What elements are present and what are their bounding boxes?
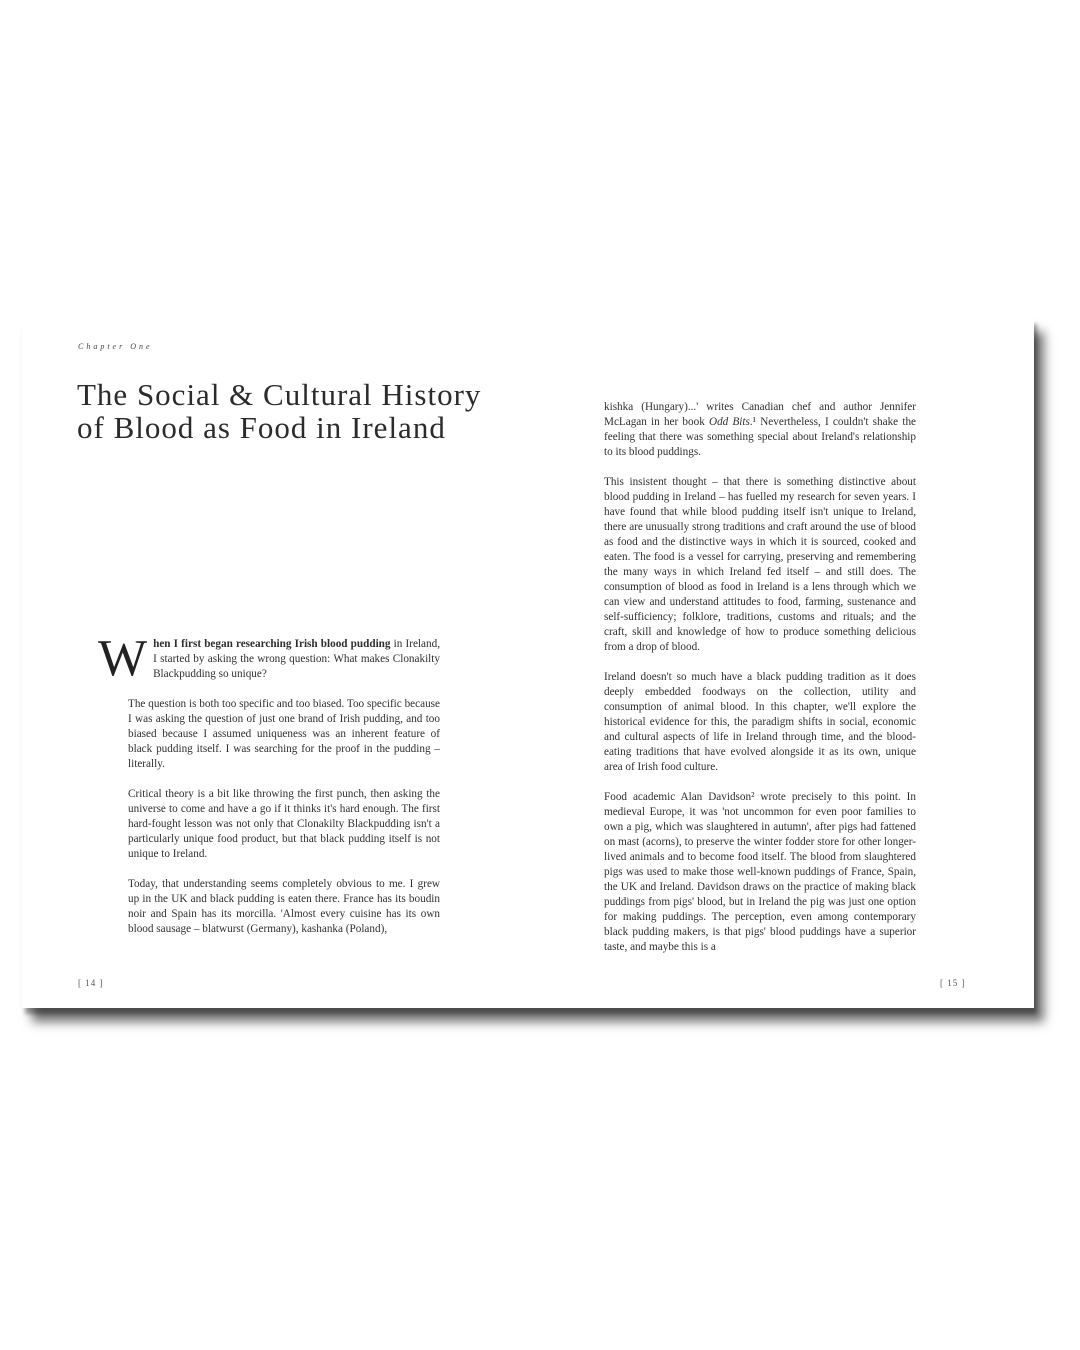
paragraph: Critical theory is a bit like throwing the first punch, then asking the universe to come and have a go if it thinks it's hard enough. The first hard-fought lesson was not only that Clonakilty Blackpudding isn't a particularly unique food product, but that black pudding itself is not unique to Ireland. [128, 788, 440, 860]
lead-in-rest: in Ireland, I started by asking the wrong question: What makes Clonakilty Blackpudding so unique? [153, 638, 440, 680]
continued-paragraph [604, 400, 916, 460]
paragraph: Food academic Alan Davidson² wrote precisely to this point. In medieval Europe, it was 'not uncommon for even poor families to own a pig, which was slaughtered in autumn', after pigs had fattened on mast (acorns), to preserve the winter fodder store for other longer-lived animals and to become food itself. The blood from slaughtered pigs was used to make those well-known puddings of France, Spain, the UK and Ireland. Davidson draws on the practice of making black puddings from pigs' blood, but in Ireland the pig was just one option for making puddings. The perception, even among contemporary black pudding makers, is that pigs' blood puddings have a superior taste, and maybe this is a [604, 791, 916, 953]
chapter-label: Chapter One [78, 342, 153, 351]
drop-cap: W [98, 630, 148, 687]
continued-text-end: .¹ Nevertheless, I couldn't shake the feeling that there was something special about Ireland's relationship to its blood puddings. [604, 416, 917, 458]
paragraph: Today, that understanding seems completely obvious to me. I grew up in the UK and black pudding is eaten there. France has its boudin noir and Spain has its morcilla. 'Almost every cuisine has its own blood sausage – blatwurst (Germany), kashanka (Poland), [128, 878, 440, 935]
left-body-text [98, 630, 440, 952]
paragraph: The question is both too specific and too biased. Too specific because I was asking the question of just one brand of Irish pudding, and too biased because I assumed uniqueness was an inherent feature of black pudding itself. I was searching for the proof in the pudding – literally. [128, 698, 440, 770]
chapter-title: The Social & Cultural History of Blood as Food in Ireland [77, 377, 482, 445]
book-spread [22, 318, 1034, 1008]
paragraph: This insistent thought – that there is something distinctive about blood pudding in Ireland – has fuelled my research for seven years. I have found that while blood pudding itself isn't unique to Ireland, there are unusually strong traditions and craft around the use of blood as food and the distinctive ways in which it is sourced, cooked and eaten. The food is a vessel for carrying, preserving and remembering the many ways in which Ireland fed itself – and still does. The consumption of blood as food in Ireland is a lens through which we can view and understand attitudes to food, farming, sustenance and self-sufficiency; folklore, traditions, customs and rituals; and the craft, skill and knowledge of how to produce something delicious from a drop of blood. [604, 476, 916, 653]
left-page [22, 318, 528, 1008]
right-page [528, 318, 1034, 1008]
page-number-right: [ 15 ] [940, 978, 966, 988]
opening-paragraph [98, 630, 440, 687]
continued-text: kishka (Hungary)...' writes Canadian chef and author Jennifer McLagan in her book [604, 401, 916, 428]
lead-in-bold: hen I first began researching Irish blood pudding [153, 638, 391, 650]
page-number-left: [ 14 ] [78, 978, 104, 988]
right-body-text [604, 400, 916, 970]
book-title: Odd Bits [709, 416, 750, 428]
paragraph: Ireland doesn't so much have a black pudding tradition as it does deeply embedded foodways on the collection, utility and consumption of animal blood. In this chapter, we'll explore the historical evidence for this, the paradigm shifts in social, economic and cultural aspects of life in Ireland through time, and the blood-eating traditions that have evolved alongside it as its own, unique area of Irish food culture. [604, 671, 916, 773]
